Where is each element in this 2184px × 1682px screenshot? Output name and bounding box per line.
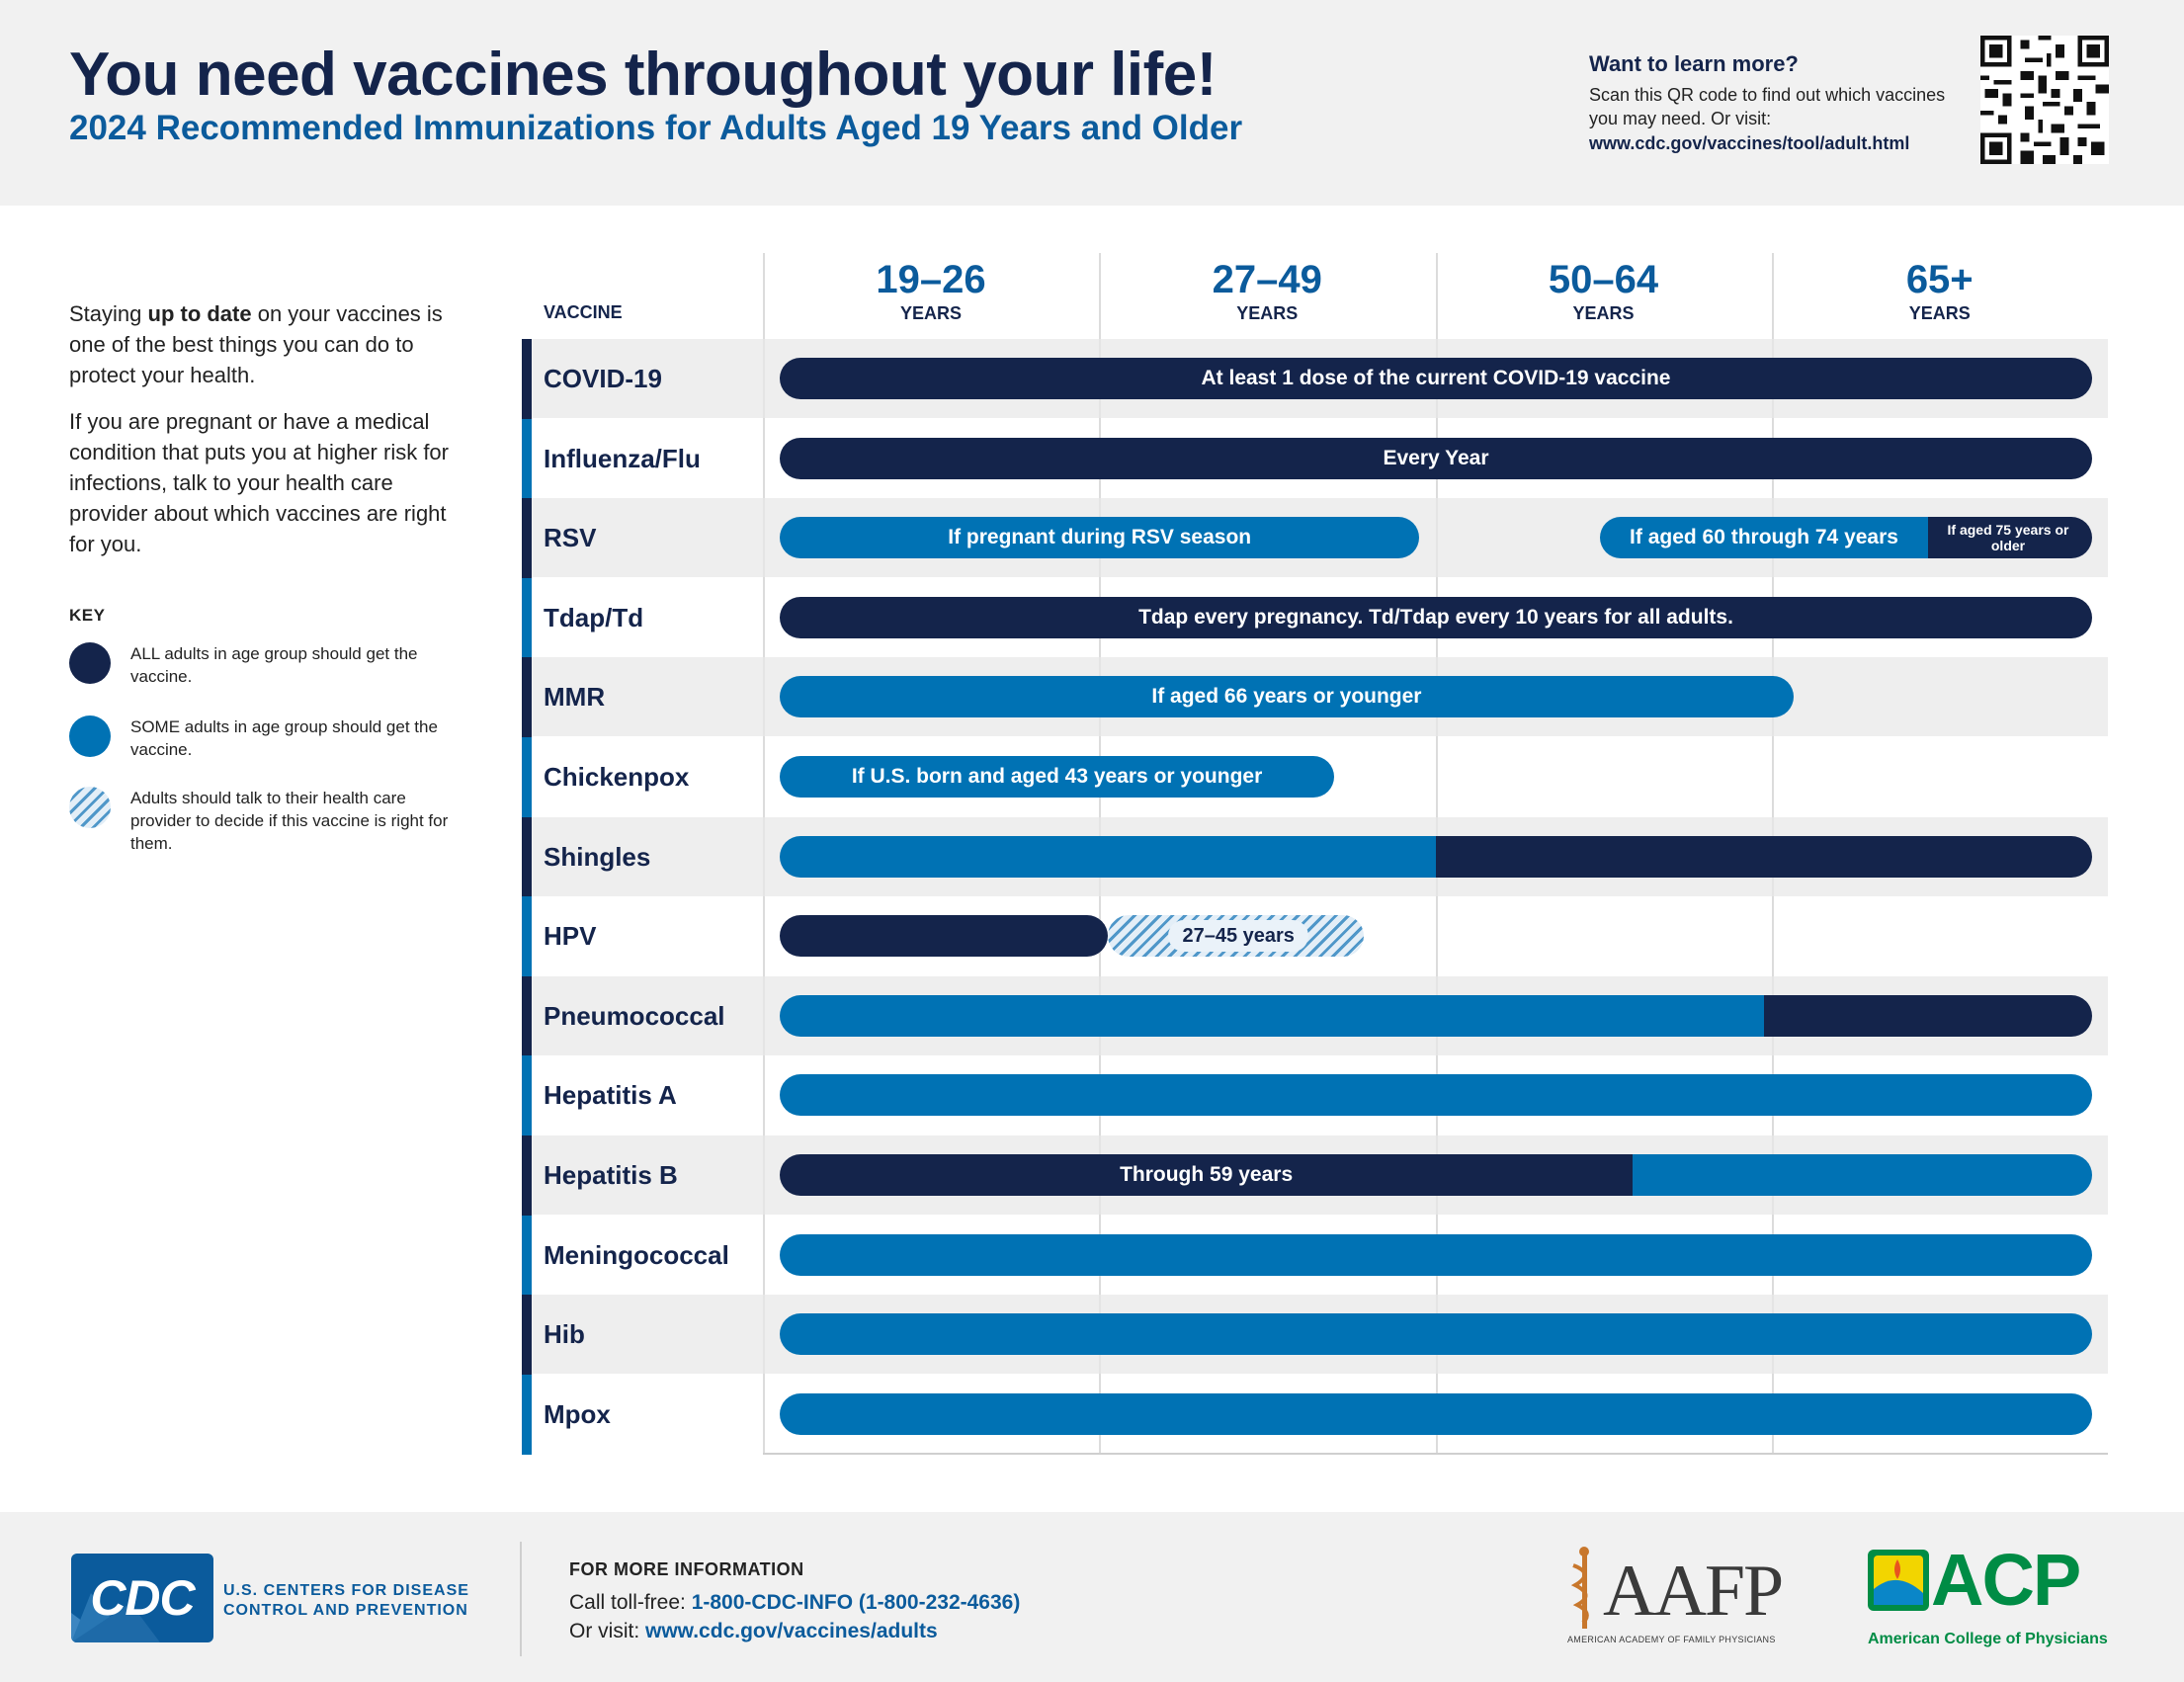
row-accent-stripe: [522, 1055, 532, 1135]
visit-line: Or visit: www.cdc.gov/vaccines/adults: [569, 1620, 938, 1642]
recommendation-bar: [780, 676, 1794, 717]
some-adults-segment: [780, 1074, 2092, 1116]
all-adults-segment: [1764, 995, 2092, 1037]
age-group-header: [763, 257, 1099, 324]
bar-label: Through 59 years: [1120, 1163, 1294, 1186]
some-adults-segment: [780, 1234, 2092, 1276]
vaccine-name: MMR: [544, 682, 606, 713]
some-adults-segment: [780, 995, 1764, 1037]
intro-paragraph-1: Staying up to date on your vaccines is one of the best things you can do to protect your health.: [69, 301, 443, 387]
key-label-talk: Adults should talk to their health care provider to decide if this vaccine is right for them.: [130, 789, 449, 853]
bar-label: If aged 60 through 74 years: [1630, 526, 1898, 549]
all-adults-segment: [780, 1154, 1633, 1196]
vaccine-row: [522, 1295, 2108, 1374]
all-adults-segment: [1928, 517, 2092, 558]
vaccine-name: RSV: [544, 523, 597, 553]
footer-divider: [520, 1542, 522, 1656]
vaccine-row: [522, 1055, 2108, 1135]
vaccine-row: [522, 1216, 2108, 1295]
age-unit: YEARS: [1572, 303, 1635, 323]
all-adults-segment: [780, 597, 2092, 638]
cdc-name: U.S. CENTERS FOR DISEASE CONTROL AND PREVENTION: [223, 1582, 469, 1619]
page-subtitle: 2024 Recommended Immunizations for Adults Aged 19 Years and Older: [69, 109, 1243, 147]
recommendation-bar: [1108, 915, 1364, 957]
row-accent-stripe: [522, 1135, 532, 1216]
key-heading: KEY: [69, 606, 106, 625]
vaccine-row: [522, 578, 2108, 657]
recommendation-bar: [780, 358, 2092, 399]
cdc-logo: CDC: [71, 1554, 213, 1642]
vaccine-name: Hib: [544, 1319, 585, 1350]
vaccine-name: Shingles: [544, 841, 651, 872]
table-bottom-rule: [763, 1453, 2108, 1455]
call-line: Call toll-free: 1-800-CDC-INFO (1-800-232-4636): [569, 1591, 1021, 1614]
caduceus-icon: [1565, 1546, 1605, 1635]
vaccine-row: [522, 498, 2108, 577]
recommendation-bar: [780, 517, 1419, 558]
vaccine-row: [522, 657, 2108, 736]
all-adults-segment: [780, 358, 2092, 399]
bar-label: 27–45 years: [1168, 920, 1307, 952]
row-accent-stripe: [522, 1216, 532, 1296]
age-group-header: [1772, 257, 2108, 324]
page-title: You need vaccines throughout your life!: [69, 41, 1217, 109]
vaccine-row: [522, 1135, 2108, 1215]
intro-paragraph-2: If you are pregnant or have a medical condition that puts you at higher risk for infections, talk to your health care provider about which vaccines are right for you.: [69, 409, 449, 556]
age-unit: YEARS: [1236, 303, 1299, 323]
recommendation-bar: [780, 597, 2092, 638]
row-accent-stripe: [522, 896, 532, 976]
row-accent-stripe: [522, 817, 532, 897]
some-adults-segment: [780, 836, 1436, 878]
recommendation-bar: [780, 1393, 2092, 1435]
vaccine-row: [522, 817, 2108, 896]
vaccine-name: Tdap/Td: [544, 602, 644, 632]
acp-logo: ACP American College of Physicians: [1868, 1539, 2108, 1647]
acp-emblem-icon: [1868, 1550, 1929, 1611]
key-label-all: ALL adults in age group should get the vaccine.: [130, 644, 418, 686]
row-accent-stripe: [522, 578, 532, 658]
bar-label: Every Year: [1383, 446, 1489, 469]
some-adults-segment: [780, 1393, 2092, 1435]
vaccine-row: [522, 339, 2108, 418]
recommendation-bar: [1600, 517, 2092, 558]
age-group-header: [1099, 257, 1435, 324]
some-adults-segment: [780, 1313, 2092, 1355]
bar-label: If aged 75 years or older: [1947, 522, 2069, 554]
vaccine-row: [522, 737, 2108, 816]
vaccine-name: Pneumococcal: [544, 1000, 725, 1031]
all-adults-segment: [1436, 836, 2092, 878]
vaccine-name: COVID-19: [544, 364, 662, 393]
some-adults-segment: [780, 756, 1334, 798]
some-adults-segment: [1600, 517, 1928, 558]
vaccine-row: [522, 419, 2108, 498]
more-info-heading: FOR MORE INFORMATION: [569, 1559, 804, 1579]
row-accent-stripe: [522, 1375, 532, 1455]
age-range: 19–26: [876, 258, 986, 301]
age-range: 50–64: [1548, 258, 1659, 301]
more-info-block: [569, 1559, 1020, 1645]
vaccine-name: Mpox: [544, 1398, 611, 1429]
row-accent-stripe: [522, 976, 532, 1056]
vaccine-name: Influenza/Flu: [544, 443, 701, 473]
some-adults-segment: [1633, 1154, 2092, 1196]
age-range: 65+: [1905, 258, 1974, 301]
learn-more-text: Scan this QR code to find out which vaccines you may need. Or visit:: [1589, 85, 1946, 128]
bar-label: If pregnant during RSV season: [948, 526, 1252, 549]
age-group-header: [1436, 257, 1772, 324]
vaccine-row: [522, 896, 2108, 975]
vaccine-name: Hepatitis B: [544, 1160, 678, 1190]
key-label-some: SOME adults in age group should get the vaccine.: [130, 717, 438, 759]
some-adults-segment: [780, 676, 1794, 717]
row-accent-stripe: [522, 657, 532, 737]
footer: [0, 1512, 2184, 1682]
recommendation-bar: [780, 915, 1108, 957]
recommendation-bar: [780, 756, 1334, 798]
vaccine-row: [522, 1375, 2108, 1454]
bar-label: If U.S. born and aged 43 years or younger: [851, 765, 1263, 788]
recommendation-bar: [780, 438, 2092, 479]
all-adults-segment: [780, 438, 2092, 479]
bar-label: Tdap every pregnancy. Td/Tdap every 10 years for all adults.: [1138, 605, 1733, 629]
row-accent-stripe: [522, 737, 532, 817]
website-link[interactable]: www.cdc.gov/vaccines/adults: [645, 1620, 938, 1642]
recommendation-bar: [780, 995, 2092, 1037]
age-unit: YEARS: [1908, 303, 1971, 323]
recommendation-bar: [780, 1234, 2092, 1276]
some-adults-segment: [780, 517, 1419, 558]
vaccine-row: [522, 976, 2108, 1055]
learn-more-link[interactable]: www.cdc.gov/vaccines/tool/adult.html: [1589, 133, 1910, 153]
row-accent-stripe: [522, 419, 532, 499]
row-accent-stripe: [522, 1295, 532, 1375]
vaccine-name: Chickenpox: [544, 762, 690, 792]
age-unit: YEARS: [899, 303, 962, 323]
bar-label: At least 1 dose of the current COVID-19 vaccine: [1201, 367, 1671, 389]
talk-to-provider-segment: [1108, 915, 1364, 957]
recommendation-bar: [780, 836, 2092, 878]
row-accent-stripe: [522, 339, 532, 419]
recommendation-bar: [780, 1313, 2092, 1355]
row-accent-stripe: [522, 498, 532, 578]
recommendation-bar: [780, 1074, 2092, 1116]
vaccine-name: Meningococcal: [544, 1239, 729, 1270]
all-adults-segment: [780, 915, 1108, 957]
phone-link[interactable]: 1-800-CDC-INFO (1-800-232-4636): [691, 1591, 1021, 1614]
vaccine-name: Hepatitis A: [544, 1080, 677, 1111]
recommendation-bar: [780, 1154, 2092, 1196]
learn-more-heading: Want to learn more?: [1589, 51, 1799, 76]
vaccine-name: HPV: [544, 921, 597, 952]
vaccine-column-header: VACCINE: [544, 302, 623, 322]
bar-label: If aged 66 years or younger: [1151, 685, 1422, 709]
age-range: 27–49: [1212, 258, 1322, 301]
aafp-logo: AAFP AMERICAN ACADEMY OF FAMILY PHYSICIANS: [1563, 1540, 1810, 1658]
